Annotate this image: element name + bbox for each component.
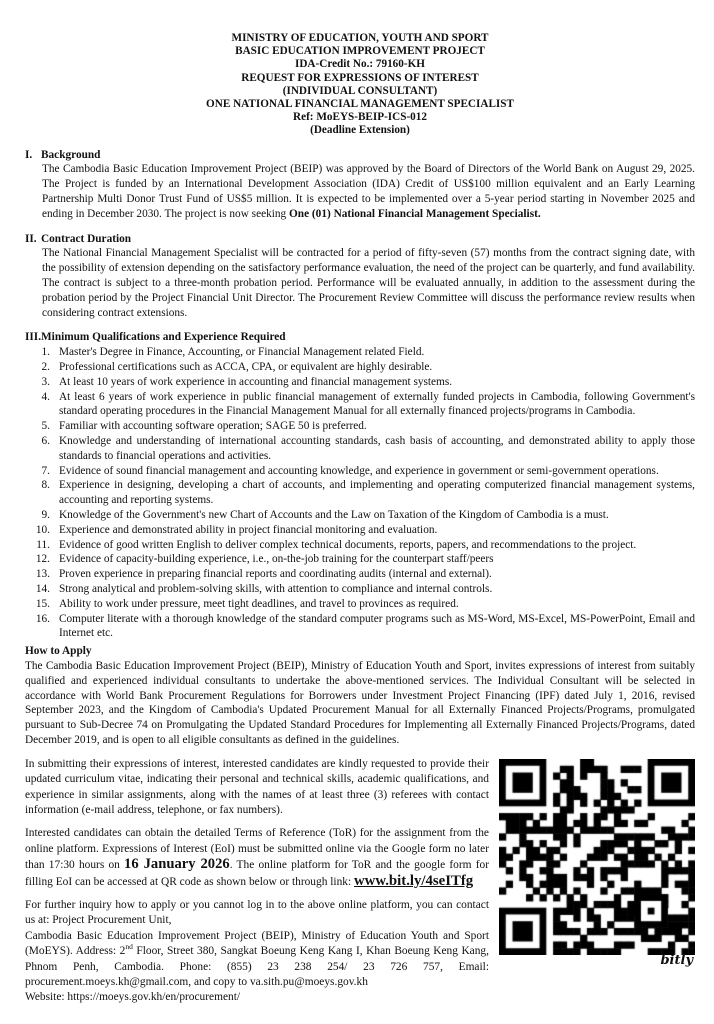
item-text: Evidence of sound financial management and accounting knowledge, and experience in government or semi-government operations. xyxy=(59,464,659,477)
qualification-item xyxy=(25,390,695,420)
further-inquiry-paragraph: For further inquiry how to apply or you cannot log in to the above online platform, you can contact us at: Project Procurement Unit, xyxy=(25,898,489,927)
qualification-item xyxy=(25,552,695,567)
item-number: 7. xyxy=(41,464,50,477)
item-number: 12. xyxy=(35,553,50,566)
section-background-title: Background xyxy=(41,148,101,161)
item-number: 2. xyxy=(41,360,50,373)
address-text-continued: Floor, Street 380, Sangkat Boeung Keng Kang I, Khan Boeung Keng Kang, Phnom Penh, Cambodia. Phone: (855) 23 238 254/ 23 726 757, Email: procurement.moeys.kh@gmail.com, and copy to va.sith.pu@moeys.gov.kh xyxy=(25,945,489,988)
header-reference-number: Ref: MoEYS-BEIP-ICS-012 xyxy=(293,111,427,124)
deadline-date: 16 January 2026 xyxy=(124,856,230,873)
how-to-apply-heading: How to Apply xyxy=(25,645,92,658)
qualifications-list xyxy=(25,345,695,641)
header-position-title: ONE NATIONAL FINANCIAL MANAGEMENT SPECIALIST xyxy=(206,98,514,111)
address-text: Cambodia Basic Education Improvement Project (BEIP), Ministry of Education Youth and Sport (MoEYS). Address: 2 xyxy=(25,929,489,958)
item-number: 16. xyxy=(35,612,50,625)
item-text: Evidence of capacity-building experience, i.e., on-the-job training for the counterpart staff/peers xyxy=(59,553,494,566)
qualification-item xyxy=(25,419,695,434)
item-text: Ability to work under pressure, meet tight deadlines, and travel to provinces as required. xyxy=(59,597,459,610)
item-text: Experience in designing, developing a chart of accounts, and implementing and operating computerized financial management systems, accounting and reporting systems. xyxy=(59,479,695,507)
section-contract-heading xyxy=(25,232,695,247)
section-qualifications-heading xyxy=(25,330,695,345)
item-text: Strong analytical and problem-solving skills, with attention to compliance and internal controls. xyxy=(59,582,493,595)
item-number: 11. xyxy=(36,538,50,551)
item-text: Experience and demonstrated ability in project financial monitoring and evaluation. xyxy=(59,523,438,536)
qualification-item xyxy=(25,375,695,390)
deadline-text-mid: . The online platform for ToR and the google form for filling EoI can be accessed at QR code as shown below or through link: xyxy=(25,859,489,888)
item-text: Familiar with accounting software operation; SAGE 50 is preferred. xyxy=(59,420,367,433)
deadline-text-before: Interested candidates can obtain the detailed Terms of Reference (ToR) for the assignment from the online platform. Expressions of Interest (EoI) must be submitted online via the Google form no later than 17:30 hours on xyxy=(25,827,489,872)
header-ministry: MINISTRY OF EDUCATION, YOUTH AND SPORT xyxy=(231,32,489,44)
qualification-item xyxy=(25,523,695,538)
item-number: 10. xyxy=(35,523,50,536)
header-project: BASIC EDUCATION IMPROVEMENT PROJECT xyxy=(235,45,485,58)
eoi-link[interactable]: www.bit.ly/4seITfg xyxy=(353,872,474,889)
qualification-item xyxy=(25,345,695,360)
submission-instructions-paragraph: In submitting their expressions of interest, interested candidates are kindly requested to provide their updated curriculum vitae, indicating their personal and technical skills, academic qualifications, and experience in similar assignments, along with the names of at least three (3) referees with contact information (e-mail address, telephone, or fax numbers). xyxy=(25,757,489,816)
section-background-numeral: I. xyxy=(25,148,33,161)
item-number: 6. xyxy=(41,434,50,447)
website-link[interactable]: Website: https://moeys.gov.kh/en/procurement/ xyxy=(25,991,241,1004)
bitly-logo: bitly xyxy=(660,952,693,968)
item-number: 1. xyxy=(41,346,50,359)
item-text: Master's Degree in Finance, Accounting, or Financial Management related Field. xyxy=(59,346,425,359)
qualification-item xyxy=(25,464,695,479)
application-details-region xyxy=(25,757,695,1006)
website-line xyxy=(25,990,695,1005)
qualification-item xyxy=(25,478,695,508)
item-text: Computer literate with a thorough knowledge of the standard computer programs such as MS-Word, MS-Excel, MS-PowerPoint, Email and Internet etc. xyxy=(59,612,695,640)
document-header xyxy=(25,32,695,138)
qualification-item xyxy=(25,597,695,612)
section-qualifications xyxy=(25,330,695,641)
item-number: 13. xyxy=(35,568,50,581)
section-contract-numeral: II. xyxy=(25,232,37,245)
qr-code-image xyxy=(499,759,695,955)
background-text: The Cambodia Basic Education Improvement Project (BEIP) was approved by the Board of Directors of the World Bank on August 29, 2025. The Project is funded by an International Development Association (IDA) Credit of US$100 million equivalent and an Early Learning Partnership Multi Donor Trust Fund of US$5 million. It is expected to be implemented over a 5-year period starting in November 2025 and ending in December 2030. The project is now seeking xyxy=(42,163,695,220)
how-to-apply-paragraph: The Cambodia Basic Education Improvement Project (BEIP), Ministry of Education Youth and Sport, invites expressions of interest from suitably qualified and experienced individual consultants to undertake the above-mentioned services. The Individual Consultant will be selected in accordance with World Bank Procurement Regulations for Borrowers under Investment Project Financing (IPF) dated July 1, 2016, revised September 2023, and the Kingdom of Cambodia's Updated Procurement Manual for all Externally Financed Projects/Programs, promulgated pursuant to Sub-Decree 74 on Promulgating the Updated Standard Procedures for Implementing all Externally Financed Projects/Programs, dated December 2019, and is open to all eligible consultants as defined in the guidelines. xyxy=(25,659,695,746)
item-number: 4. xyxy=(41,390,50,403)
header-deadline-extension: (Deadline Extension) xyxy=(310,124,410,137)
qualification-item xyxy=(25,567,695,582)
qr-code-block xyxy=(499,759,695,967)
section-background-body xyxy=(42,162,695,221)
ordinal-suffix: nd xyxy=(125,942,133,952)
item-text: Knowledge and understanding of international accounting standards, cash basis of accounting, and demonstrated ability to apply those standards to financial operations and activities. xyxy=(59,434,695,462)
qualification-item xyxy=(25,582,695,597)
section-contract-body: The National Financial Management Specialist will be contracted for a period of fifty-seven (57) months from the contract signing date, with the possibility of extension depending on the satisfactory performance evaluation, the need of the project can be quarterly, and fund availability. The contract is subject to a three-month probation period. Performance will be evaluated annually, in addition to the assessment during the probation period by the Project Financial Unit Director. The Procurement Review Committee will discuss the performance review results when considering contract extensions. xyxy=(42,247,695,319)
item-number: 8. xyxy=(41,479,50,492)
section-qualifications-numeral: III. xyxy=(25,331,42,344)
qualification-item xyxy=(25,434,695,464)
item-number: 9. xyxy=(41,508,50,521)
qualification-item xyxy=(25,538,695,553)
item-number: 3. xyxy=(41,375,50,388)
qualification-item xyxy=(25,612,695,642)
item-text: Proven experience in preparing financial reports and coordinating audits (internal and external). xyxy=(59,568,492,581)
section-contract-title: Contract Duration xyxy=(41,232,132,245)
qualification-item xyxy=(25,508,695,523)
header-credit-number: IDA-Credit No.: 79160-KH xyxy=(295,58,425,71)
item-text: At least 10 years of work experience in accounting and financial management systems. xyxy=(59,375,453,388)
item-number: 14. xyxy=(35,582,50,595)
section-background xyxy=(25,148,695,222)
item-text: Knowledge of the Government's new Chart of Accounts and the Law on Taxation of the Kingdom of Cambodia is a must. xyxy=(59,508,609,521)
header-request-title: REQUEST FOR EXPRESSIONS OF INTEREST xyxy=(241,71,479,84)
item-text: Professional certifications such as ACCA, CPA, or equivalent are highly desirable. xyxy=(59,360,433,373)
item-text: At least 6 years of work experience in public financial management of externally funded projects in Cambodia, following Government's standard operating procedures in the Financial Management Manual for all externally financed projects/programs in Cambodia. xyxy=(59,390,695,418)
section-qualifications-title: Minimum Qualifications and Experience Required xyxy=(41,331,286,344)
section-contract-duration xyxy=(25,232,695,321)
item-text: Evidence of good written English to deliver complex technical documents, reports, papers, and recommendations to the project. xyxy=(59,538,637,551)
qualification-item xyxy=(25,360,695,375)
section-background-heading xyxy=(25,148,695,163)
item-number: 15. xyxy=(35,597,50,610)
background-position-bold: One (01) National Financial Management Specialist. xyxy=(289,207,541,220)
item-number: 5. xyxy=(41,420,50,433)
header-consultant-type: (INDIVIDUAL CONSULTANT) xyxy=(282,84,438,97)
